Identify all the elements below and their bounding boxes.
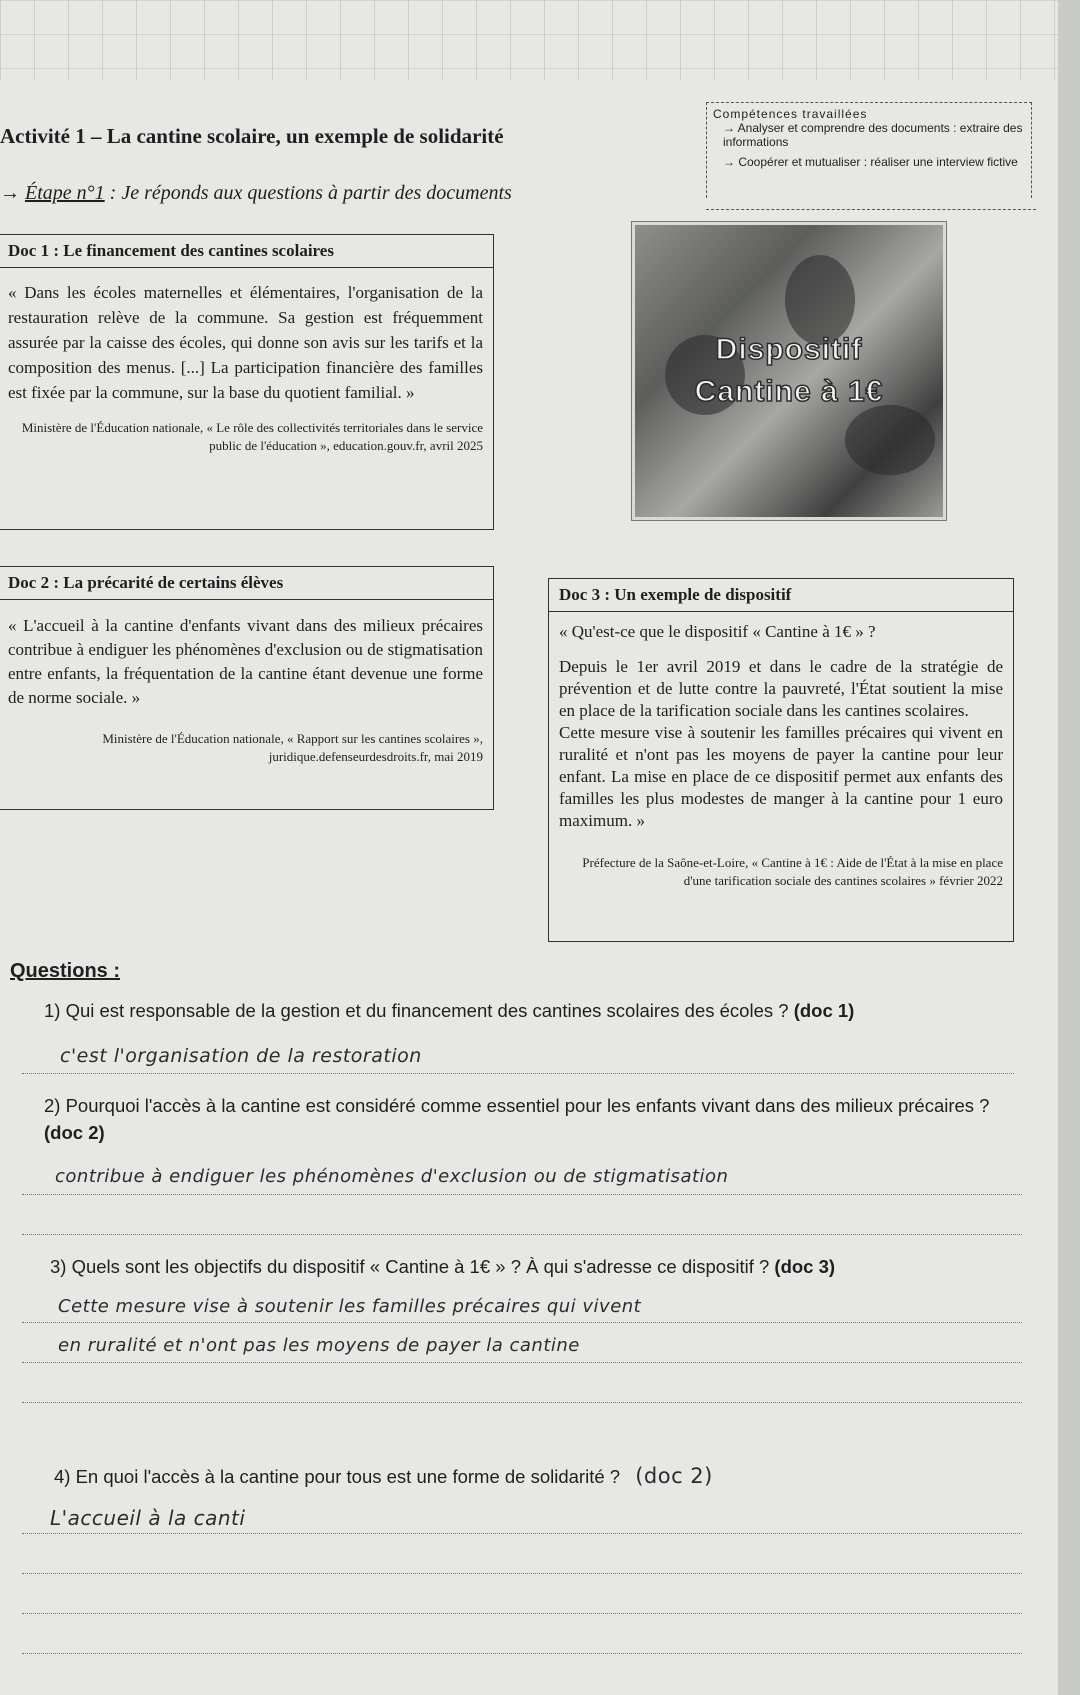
- answer-line-4d: [22, 1653, 1022, 1654]
- question-2: [44, 1092, 1019, 1146]
- arrow-icon: →: [0, 182, 20, 204]
- question-4-text: 4) En quoi l'accès à la cantine pour tous est une forme de solidarité ?: [54, 1466, 621, 1487]
- question-3: [50, 1253, 1025, 1280]
- answer-4[interactable]: L'accueil à la canti: [50, 1506, 246, 1530]
- doc1-title: Doc 1 : Le financement des cantines scolaires: [0, 235, 493, 268]
- doc2-title: Doc 2 : La précarité de certains élèves: [0, 567, 493, 600]
- answer-line-3a: [22, 1322, 1022, 1323]
- answer-3-line-1[interactable]: Cette mesure vise à soutenir les familles précaires qui vivent: [58, 1296, 642, 1317]
- photo-caption-line1: Dispositif: [715, 333, 863, 366]
- doc3-paragraph-2: Cette mesure vise à soutenir les familles précaires qui vivent en ruralité et n'ont pas les moyens de payer la cantine pour leur enfant. La mise en place de ce dispositif permet aux enfants des familles les plus modestes de manger à la cantine pour 1 euro maximum. »: [559, 723, 1003, 830]
- doc3-title: Doc 3 : Un exemple de dispositif: [549, 579, 1013, 612]
- doc3-paragraph-1: Depuis le 1er avril 2019 et dans le cadre de la stratégie de prévention et de lutte contre la pauvreté, l'État soutient la mise en place de la tarification sociale dans les cantines scolaires.: [559, 657, 1003, 720]
- questions-heading: Questions :: [10, 960, 121, 982]
- doc3-source: Préfecture de la Saône-et-Loire, « Cantine à 1€ : Aide de l'État à la mise en place d'une tarification sociale des cantines scolaires » février 2022: [582, 855, 1003, 888]
- answer-line-3c: [22, 1402, 1022, 1403]
- photo-caption-line2: Cantine à 1€: [694, 375, 884, 408]
- competence-item-1: → Analyser et comprendre des documents : extraire des informations: [723, 121, 1023, 149]
- cantine-photo: [632, 222, 946, 520]
- question-1: [44, 997, 1034, 1024]
- question-4-ref: (doc 2): [635, 1464, 713, 1488]
- doc2-box: [0, 566, 494, 810]
- etape-text: : Je réponds aux questions à partir des documents: [104, 182, 512, 204]
- doc3-box: [548, 578, 1014, 942]
- question-2-text: 2) Pourquoi l'accès à la cantine est considéré comme essentiel pour les enfants vivant dans des milieux précaires ?: [44, 1095, 990, 1116]
- answer-3-line-2[interactable]: en ruralité et n'ont pas les moyens de payer la cantine: [58, 1335, 580, 1356]
- page-edge: [1058, 0, 1080, 1695]
- answer-line-4b: [22, 1573, 1022, 1574]
- etape-label: Étape n°1: [25, 182, 105, 204]
- doc1-text: « Dans les écoles maternelles et élémentaires, l'organisation de la restauration relève de la commune. Sa gestion est fréquemment assurée par la caisse des écoles, qui donne son avis sur les tarifs et la composition des menus. [...] La participation financière des familles est fixée par la commune, sur la base du quotient familial. »: [8, 283, 483, 402]
- competences-box-bottom: [706, 209, 1036, 210]
- activity-title: Activité 1 – La cantine scolaire, un exemple de solidarité: [0, 124, 504, 148]
- competences-box: [706, 102, 1032, 198]
- answer-2[interactable]: contribue à endiguer les phénomènes d'exclusion ou de stigmatisation: [55, 1166, 729, 1187]
- answer-1[interactable]: c'est l'organisation de la restoration: [60, 1045, 422, 1067]
- etape-line: [0, 182, 512, 205]
- question-4: [54, 1463, 1014, 1490]
- doc2-text: « L'accueil à la cantine d'enfants vivant dans des milieux précaires contribue à endiguer les phénomènes d'exclusion ou de stigmatisation entre enfants, la fréquentation de la cantine étant devenue une forme de norme sociale. »: [8, 616, 483, 707]
- question-2-ref: (doc 2): [44, 1122, 105, 1143]
- competences-title: Compétences travaillées: [713, 107, 868, 121]
- photo-figure-3: [845, 405, 935, 475]
- answer-line-3b: [22, 1362, 1022, 1363]
- photo-figure-1: [785, 255, 855, 345]
- doc1-source: Ministère de l'Éducation nationale, « Le rôle des collectivités territoriales dans le service public de l'éducation », education.gouv.fr, avril 2025: [21, 420, 483, 453]
- answer-line-4a: [22, 1533, 1022, 1534]
- answer-line-1: [22, 1073, 1014, 1074]
- question-1-text: 1) Qui est responsable de la gestion et du financement des cantines scolaires des écoles ?: [44, 1000, 789, 1021]
- answer-line-2a: [22, 1194, 1022, 1195]
- doc1-box: [0, 234, 494, 530]
- answer-line-2b: [22, 1234, 1022, 1235]
- grid-paper-margin: [0, 0, 1080, 80]
- doc2-source: Ministère de l'Éducation nationale, « Rapport sur les cantines scolaires », juridique.defenseurdesdroits.fr, mai 2019: [102, 731, 483, 764]
- question-1-ref: (doc 1): [793, 1000, 855, 1021]
- answer-line-4c: [22, 1613, 1022, 1614]
- question-3-text: 3) Quels sont les objectifs du dispositif « Cantine à 1€ » ? À qui s'adresse ce dispositif ?: [50, 1256, 770, 1277]
- competence-item-2: → Coopérer et mutualiser : réaliser une interview fictive: [723, 155, 1018, 169]
- question-3-ref: (doc 3): [774, 1256, 836, 1277]
- doc3-question: « Qu'est-ce que le dispositif « Cantine à 1€ » ?: [559, 622, 876, 641]
